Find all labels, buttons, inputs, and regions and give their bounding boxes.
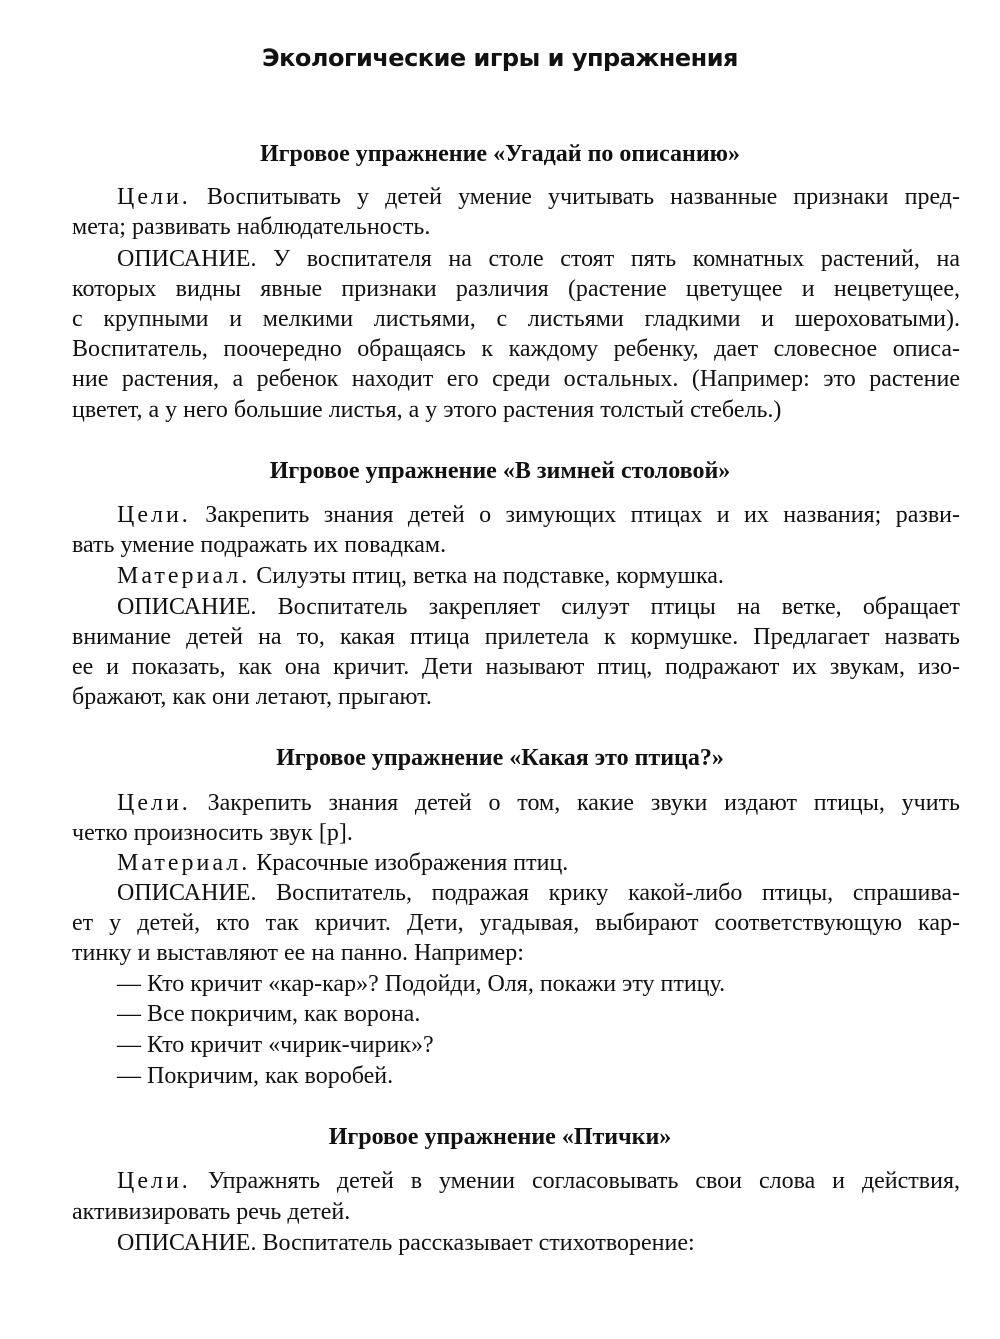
description-line: с крупными и мелкими листьями, с листьями гладкими и шероховатыми).: [72, 306, 960, 332]
description-line: ет у детей, кто так кричит. Дети, угадывая, выбирают соответствующую кар-: [72, 910, 960, 936]
page-header: Экологические игры и упражнения: [262, 44, 738, 72]
goals-label: Цели.: [117, 184, 191, 210]
dialogue-line: — Все покричим, как ворона.: [117, 1001, 421, 1027]
section-title: Игровое упражнение «Какая это птица?»: [276, 745, 724, 771]
description-line: ОПИСАНИЕ. Воспитатель, подражая крику какой-либо птицы, спрашива-: [117, 880, 960, 906]
goals-text: Закрепить знания детей о зимующих птицах и их названия; разви-: [190, 502, 960, 528]
description-line: внимание детей на то, какая птица прилетела к кормушке. Предлагает назвать: [72, 624, 960, 650]
goals-text: Воспитывать у детей умение учитывать названные признаки пред-: [190, 184, 960, 210]
section-title: Игровое упражнение «Угадай по описанию»: [259, 141, 741, 167]
material-line: [117, 848, 960, 878]
description-line: ОПИСАНИЕ. Воспитатель закрепляет силуэт птицы на ветке, обращает: [117, 594, 960, 620]
goals-line: мета; развивать наблюдательность.: [72, 214, 431, 240]
description-line: ее и показать, как она кричит. Дети называют птиц, подражают их звукам, изо-: [72, 654, 960, 680]
section-title: Игровое упражнение «Птички»: [328, 1124, 672, 1150]
description-line: цветет, а у него большие листья, а у этого растения толстый стебель.): [72, 397, 782, 423]
material-text: Красочные изображения птиц.: [250, 850, 569, 876]
description-line: Воспитатель, поочередно обращаясь к каждому ребенку, дает словесное описа-: [72, 336, 960, 362]
goals-label: Цели.: [117, 502, 191, 528]
dialogue-line: — Кто кричит «чирик-чирик»?: [117, 1032, 434, 1058]
goals-text: Закрепить знания детей о том, какие звуки издают птицы, учить: [190, 790, 960, 816]
material-label: Материал.: [117, 850, 251, 876]
material-line: [117, 561, 960, 591]
goals-line: активизировать речь детей.: [72, 1199, 351, 1225]
description-line: ОПИСАНИЕ. Воспитатель рассказывает стихотворение:: [117, 1230, 695, 1256]
goals-line: [117, 788, 960, 818]
description-line: ОПИСАНИЕ. У воспитателя на столе стоят пять комнатных растений, на: [117, 246, 960, 272]
goals-label: Цели.: [117, 790, 191, 816]
description-line: ние растения, а ребенок находит его среди остальных. (Например: это растение: [72, 366, 960, 392]
goals-line: [117, 500, 960, 530]
goals-text: Упражнять детей в умении согласовывать свои слова и действия,: [190, 1168, 960, 1194]
goals-line: четко произносить звук [р].: [72, 820, 353, 846]
description-line: которых видны явные признаки различия (растение цветущее и нецветущее,: [72, 276, 960, 302]
dialogue-line: — Кто кричит «кар-кар»? Подойди, Оля, покажи эту птицу.: [117, 971, 726, 997]
goals-label: Цели.: [117, 1168, 191, 1194]
description-line: тинку и выставляют ее на панно. Например:: [72, 940, 524, 966]
material-label: Материал.: [117, 563, 251, 589]
dialogue-line: — Покричим, как воробей.: [117, 1063, 394, 1089]
goals-line: [117, 1166, 960, 1196]
goals-line: вать умение подражать их повадкам.: [72, 532, 447, 558]
description-line: бражают, как они летают, прыгают.: [72, 684, 432, 710]
material-text: Силуэты птиц, ветка на подставке, кормушка.: [250, 563, 724, 589]
section-title: Игровое упражнение «В зимней столовой»: [269, 458, 731, 484]
goals-line: [117, 182, 960, 212]
